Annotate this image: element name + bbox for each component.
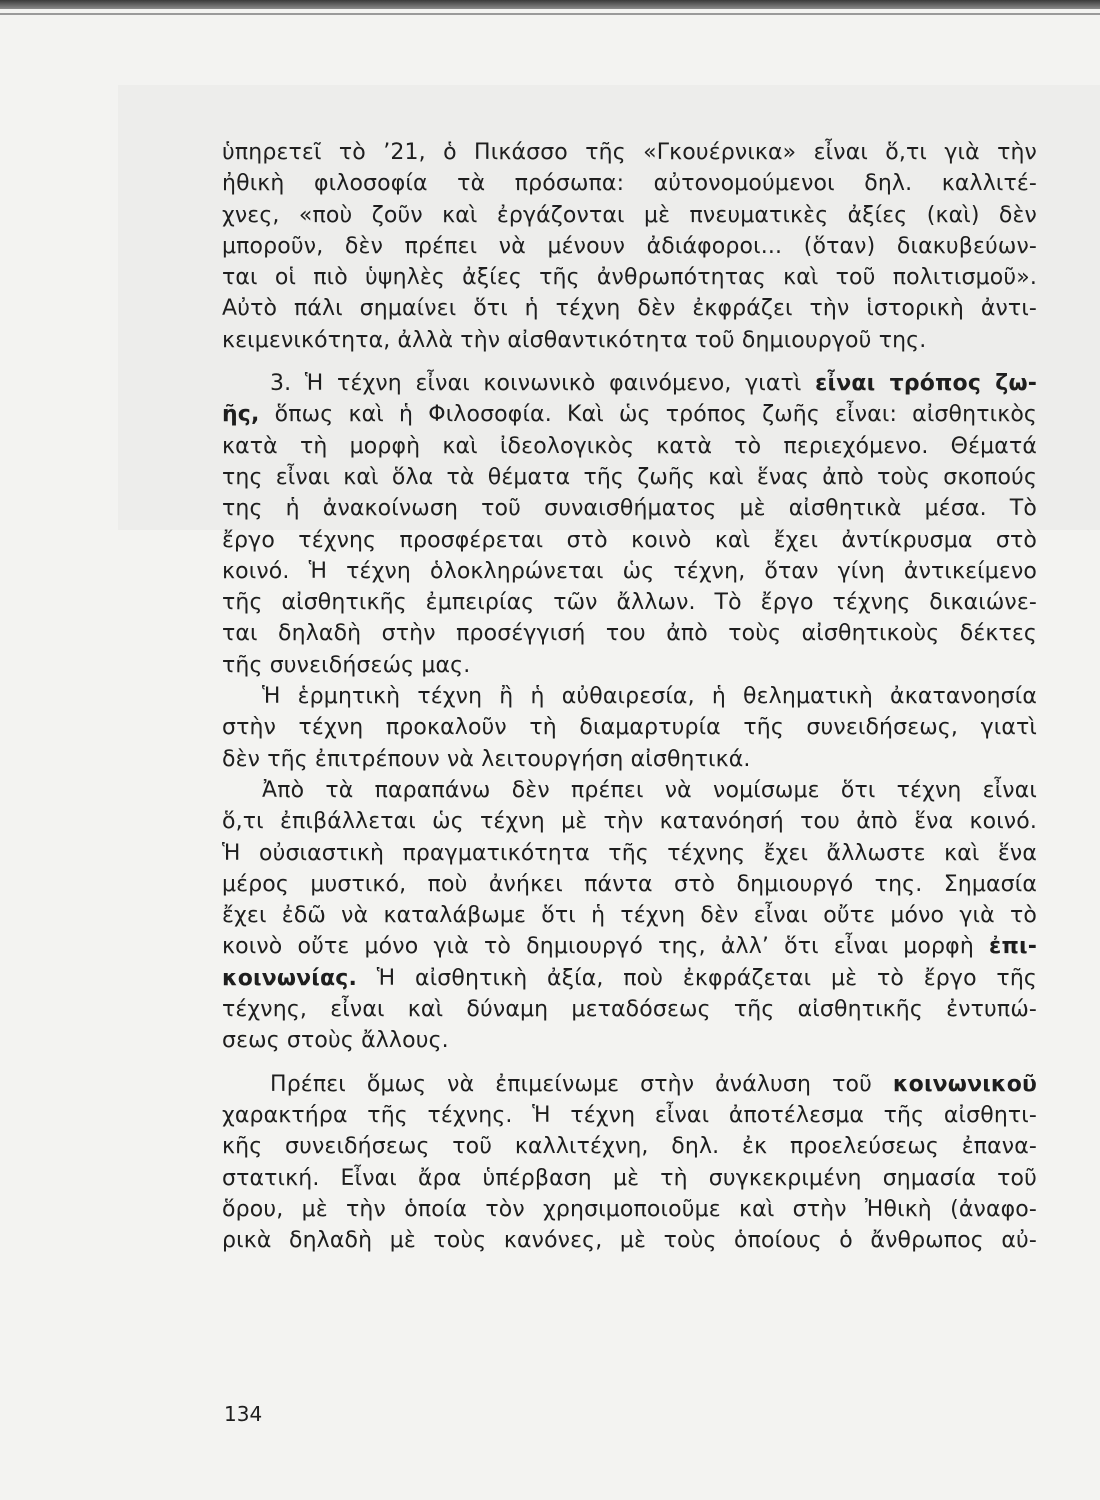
text-line xyxy=(222,293,1037,324)
text-line xyxy=(222,1163,1037,1194)
text-line xyxy=(222,618,1037,649)
text-span: ἠθικὴ φιλοσοφία τὰ πρόσωπα: αὐτονομούμενοι δηλ. καλλιτέ- xyxy=(222,171,1037,197)
text-line xyxy=(222,168,1037,199)
text-span: σεως στοὺς ἄλλους. xyxy=(222,1028,449,1054)
text-span: μποροῦν, δὲν πρέπει νὰ μένουν ἀδιάφοροι... (ὅταν) διακυβεύων- xyxy=(222,233,1037,259)
bold-term: κοινωνικοῦ xyxy=(892,1071,1037,1097)
text-span: στὴν τέχνη προκαλοῦν τὴ διαμαρτυρία τῆς συνειδήσεως, γιατὶ xyxy=(222,715,1037,741)
text-line xyxy=(222,1100,1037,1131)
text-span: τῆς συνειδήσεώς μας. xyxy=(222,652,471,678)
page-body-text xyxy=(222,137,1037,1256)
text-span: 3. Ἡ τέχνη εἶναι κοινωνικὸ φαινόμενο, γιατὶ xyxy=(270,371,816,397)
text-span: κοινὸ οὔτε μόνο γιὰ τὸ δημιουργό της, ἀλλ’ ὅτι εἶναι μορφὴ xyxy=(222,934,990,960)
text-span: της εἶναι καὶ ὅλα τὰ θέματα τῆς ζωῆς καὶ ἕνας ἀπὸ τοὺς σκοπούς xyxy=(222,464,1037,490)
text-line xyxy=(222,137,1037,168)
text-span: τῆς αἰσθητικῆς ἐμπειρίας τῶν ἄλλων. Τὸ ἔργο τέχνης δικαιώνε- xyxy=(222,590,1037,616)
page-number: 134 xyxy=(224,1402,263,1426)
text-span: Πρέπει ὅμως νὰ ἐπιμείνωμε στὴν ἀνάλυση τοῦ xyxy=(270,1071,893,1097)
text-span: ὅπως καὶ ἡ Φιλοσοφία. Καὶ ὡς τρόπος ζωῆς εἶναι: αἰσθητικὸς xyxy=(259,402,1037,428)
text-span: κατὰ τὴ μορφὴ καὶ ἰδεολογικὸς κατὰ τὸ περιεχόμενο. Θέματά xyxy=(222,433,1037,459)
text-span: ται οἱ πιὸ ὑψηλὲς ἀξίες τῆς ἀνθρωπότητας καὶ τοῦ πολιτισμοῦ». xyxy=(222,265,1037,291)
text-line xyxy=(222,399,1037,430)
bold-term: ἐπι- xyxy=(989,934,1037,960)
text-line xyxy=(222,994,1037,1025)
text-span: ἔργο τέχνης προσφέρεται στὸ κοινὸ καὶ ἔχει ἀντίκρυσμα στὸ xyxy=(222,527,1037,553)
text-line xyxy=(222,931,1037,962)
text-line xyxy=(222,775,1037,806)
bold-term: κοινωνίας. xyxy=(222,965,357,991)
text-span: Ἡ αἰσθητικὴ ἀξία, ποὺ ἐκφράζεται μὲ τὸ ἔργο τῆς xyxy=(357,965,1037,991)
text-line xyxy=(222,587,1037,618)
text-span: ὅ,τι ἐπιβάλλεται ὡς τέχνη μὲ τὴν κατανόησή του ἀπὸ ἕνα κοινό. xyxy=(222,809,1037,835)
text-line xyxy=(222,838,1037,869)
text-line xyxy=(222,869,1037,900)
text-line xyxy=(222,231,1037,262)
text-line xyxy=(222,462,1037,493)
text-line xyxy=(222,963,1037,994)
text-line xyxy=(222,1025,1037,1056)
text-span: Ἀπὸ τὰ παραπάνω δὲν πρέπει νὰ νομίσωμε ὅτι τέχνη εἶναι xyxy=(262,777,1037,803)
text-line xyxy=(222,525,1037,556)
text-span: Αὐτὸ πάλι σημαίνει ὅτι ἡ τέχνη δὲν ἐκφράζει τὴν ἱστορικὴ ἀντι- xyxy=(222,296,1037,322)
text-span: ὅρου, μὲ τὴν ὁποία τὸν χρησιμοποιοῦμε καὶ στὴν Ἠθικὴ (ἀναφο- xyxy=(222,1196,1037,1222)
text-span: δὲν τῆς ἐπιτρέπουν νὰ λειτουργήση αἰσθητικά. xyxy=(222,746,751,772)
text-line xyxy=(222,900,1037,931)
text-span: της ἡ ἀνακοίνωση τοῦ συναισθήματος μὲ αἰσθητικὰ μέσα. Τὸ xyxy=(222,496,1037,522)
text-line xyxy=(222,712,1037,743)
text-line xyxy=(222,1225,1037,1256)
text-line xyxy=(222,200,1037,231)
text-span: ρικὰ δηλαδὴ μὲ τοὺς κανόνες, μὲ τοὺς ὁποίους ὁ ἄνθρωπος αὐ- xyxy=(222,1228,1037,1254)
text-span: χνες, «ποὺ ζοῦν καὶ ἐργάζονται μὲ πνευματικὲς ἀξίες (καὶ) δὲν xyxy=(222,202,1037,228)
text-span: τέχνης, εἶναι καὶ δύναμη μεταδόσεως τῆς αἰσθητικῆς ἐντυπώ- xyxy=(222,997,1037,1023)
bold-term: εἶναι τρόπος ζω- xyxy=(815,371,1037,397)
text-span: στατική. Εἶναι ἄρα ὑπέρβαση μὲ τὴ συγκεκριμένη σημασία τοῦ xyxy=(222,1165,1037,1191)
text-span: ἔχει ἐδῶ νὰ καταλάβωμε ὅτι ἡ τέχνη δὲν εἶναι οὔτε μόνο γιὰ τὸ xyxy=(222,903,1037,929)
text-line xyxy=(222,681,1037,712)
text-line xyxy=(222,650,1037,681)
scan-top-edge-thin xyxy=(0,13,1100,15)
text-line xyxy=(222,1194,1037,1225)
text-span: κειμενικότητα, ἀλλὰ τὴν αἰσθαντικότητα τοῦ δημιουργοῦ της. xyxy=(222,327,927,353)
text-span: κοινό. Ἡ τέχνη ὁλοκληρώνεται ὡς τέχνη, ὅταν γίνη ἀντικείμενο xyxy=(222,558,1037,584)
text-span: ὑπηρετεῖ τὸ ’21, ὁ Πικάσσο τῆς «Γκουέρνικα» εἶναι ὅ,τι γιὰ τὴν xyxy=(222,140,1037,165)
text-span: μέρος μυστικό, ποὺ ἀνήκει πάντα στὸ δημιουργό της. Σημασία xyxy=(222,871,1037,897)
text-line xyxy=(222,556,1037,587)
text-line xyxy=(222,325,1037,356)
text-span: ται δηλαδὴ στὴν προσέγγισή του ἀπὸ τοὺς αἰσθητικοὺς δέκτες xyxy=(222,621,1037,647)
text-line xyxy=(222,431,1037,462)
text-line xyxy=(222,368,1037,399)
text-span: κῆς συνειδήσεως τοῦ καλλιτέχνη, δηλ. ἐκ προελεύσεως ἐπανα- xyxy=(222,1134,1037,1160)
text-line xyxy=(222,1069,1037,1100)
bold-term: ῆς, xyxy=(222,402,260,428)
text-line xyxy=(222,744,1037,775)
text-line xyxy=(222,262,1037,293)
text-line xyxy=(222,1131,1037,1162)
text-line xyxy=(222,806,1037,837)
text-span: χαρακτήρα τῆς τέχνης. Ἡ τέχνη εἶναι ἀποτέλεσμα τῆς αἰσθητι- xyxy=(222,1102,1037,1128)
scan-top-edge xyxy=(0,0,1100,9)
text-line xyxy=(222,493,1037,524)
text-span: Ἡ οὐσιαστικὴ πραγματικότητα τῆς τέχνης ἔχει ἄλλωστε καὶ ἕνα xyxy=(222,840,1037,866)
text-span: Ἡ ἑρμητικὴ τέχνη ἢ ἡ αὐθαιρεσία, ἡ θεληματικὴ ἀκατανοησία xyxy=(262,684,1037,710)
